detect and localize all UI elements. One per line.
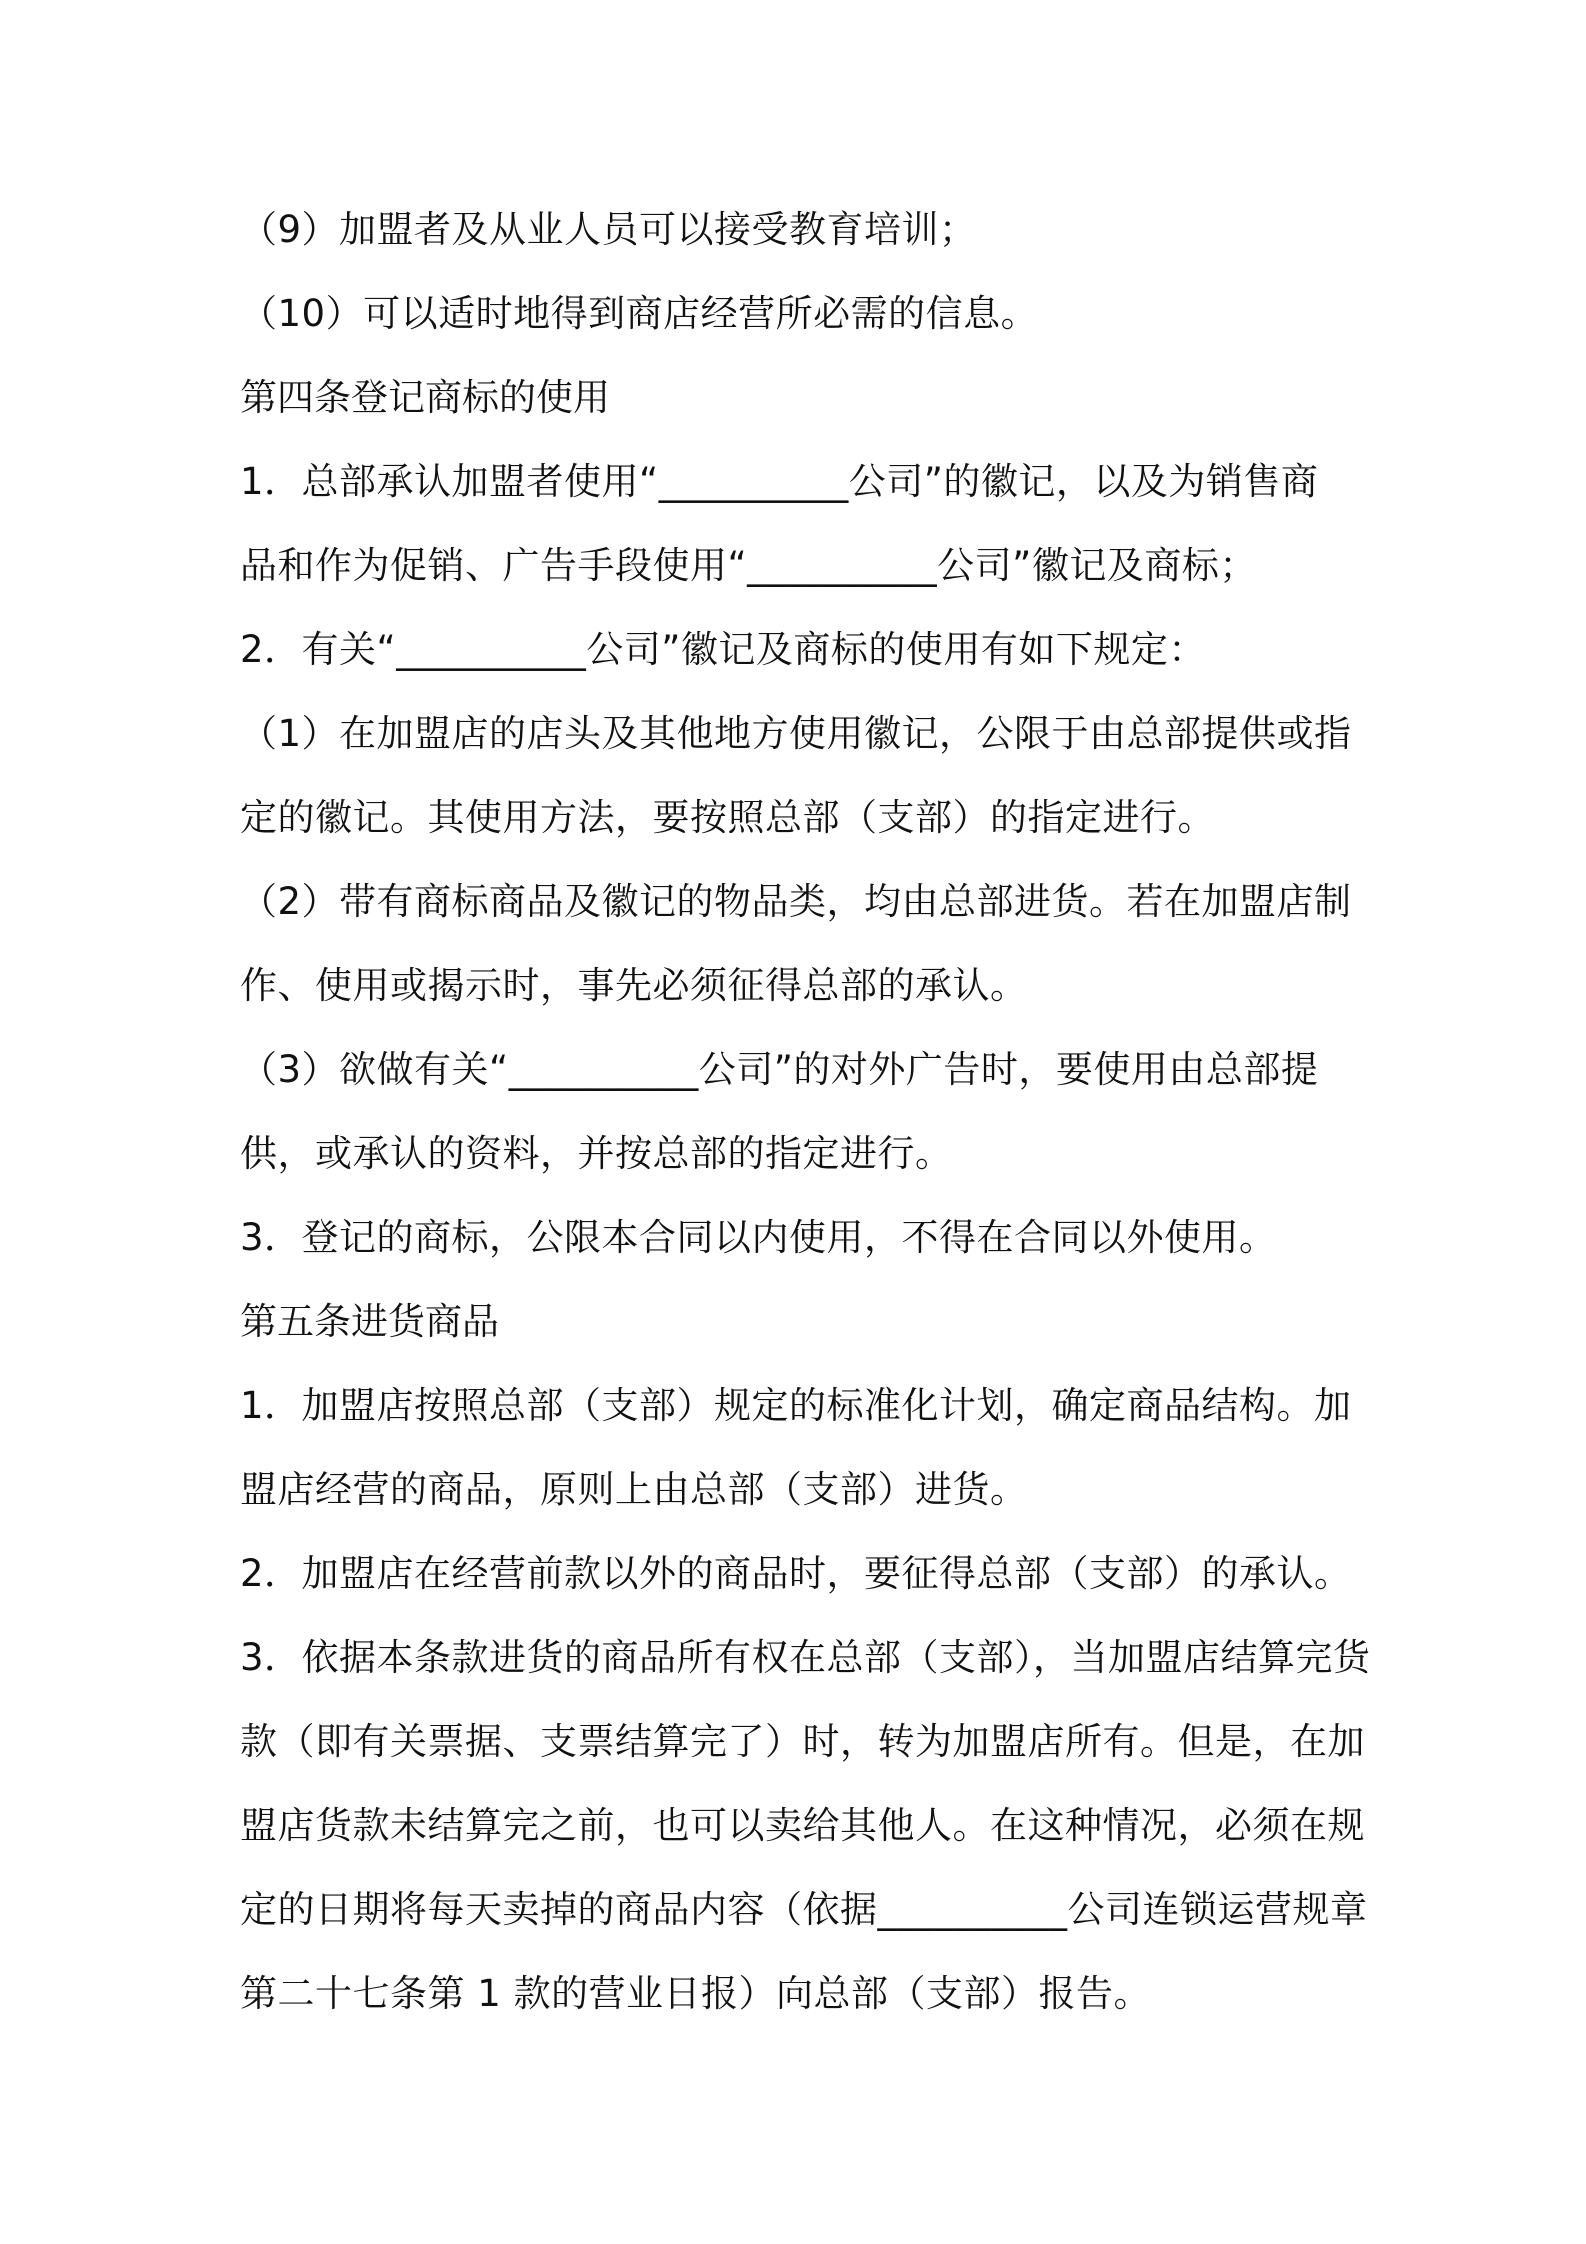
text-line-clause-1: 1．总部承认加盟者使用“__________公司”的徽记，以及为销售商 [240, 460, 1319, 503]
text-line-a5-clause-3-cont-1: 款（即有关票据、支票结算完了）时，转为加盟店所有。但是，在加 [240, 1720, 1365, 1763]
text-line-item-10: （10）可以适时地得到商店经营所必需的信息。 [240, 292, 1039, 335]
text-line-subitem-2-cont: 作、使用或揭示时，事先必须征得总部的承认。 [240, 964, 1028, 1007]
text-line-item-9: （9）加盟者及从业人员可以接受教育培训； [240, 208, 977, 251]
text-line-subitem-1: （1）在加盟店的店头及其他地方使用徽记，公限于由总部提供或指 [240, 712, 1352, 755]
text-line-subitem-3: （3）欲做有关“__________公司”的对外广告时，要使用由总部提 [240, 1048, 1319, 1091]
text-line-a5-clause-3-cont-3: 定的日期将每天卖掉的商品内容（依据__________公司连锁运营规章 [240, 1888, 1368, 1931]
text-line-a5-clause-3-cont-4: 第二十七条第 1 款的营业日报）向总部（支部）报告。 [240, 1972, 1152, 2015]
text-line-subitem-2: （2）带有商标商品及徽记的物品类，均由总部进货。若在加盟店制 [240, 880, 1352, 923]
text-line-a5-clause-1: 1．加盟店按照总部（支部）规定的标准化计划，确定商品结构。加 [240, 1384, 1352, 1427]
text-line-a5-clause-1-cont: 盟店经营的商品，原则上由总部（支部）进货。 [240, 1468, 1028, 1511]
article-5-heading: 第五条进货商品 [240, 1300, 499, 1343]
text-line-clause-3: 3．登记的商标，公限本合同以内使用，不得在合同以外使用。 [240, 1216, 1277, 1259]
article-4-heading: 第四条登记商标的使用 [240, 376, 610, 419]
text-line-a5-clause-3: 3．依据本条款进货的商品所有权在总部（支部），当加盟店结算完货 [240, 1636, 1371, 1679]
text-line-a5-clause-3-cont-2: 盟店货款未结算完之前，也可以卖给其他人。在这种情况，必须在规 [240, 1804, 1365, 1847]
text-line-subitem-1-cont: 定的徽记。其使用方法，要按照总部（支部）的指定进行。 [240, 796, 1215, 839]
text-line-clause-1-cont: 品和作为促销、广告手段使用“__________公司”徽记及商标； [240, 544, 1257, 587]
document-body [240, 198, 1371, 2046]
text-line-a5-clause-2: 2．加盟店在经营前款以外的商品时，要征得总部（支部）的承认。 [240, 1552, 1352, 1595]
text-line-subitem-3-cont: 供，或承认的资料，并按总部的指定进行。 [240, 1132, 953, 1175]
text-line-clause-2: 2．有关“__________公司”徽记及商标的使用有如下规定： [240, 628, 1206, 671]
